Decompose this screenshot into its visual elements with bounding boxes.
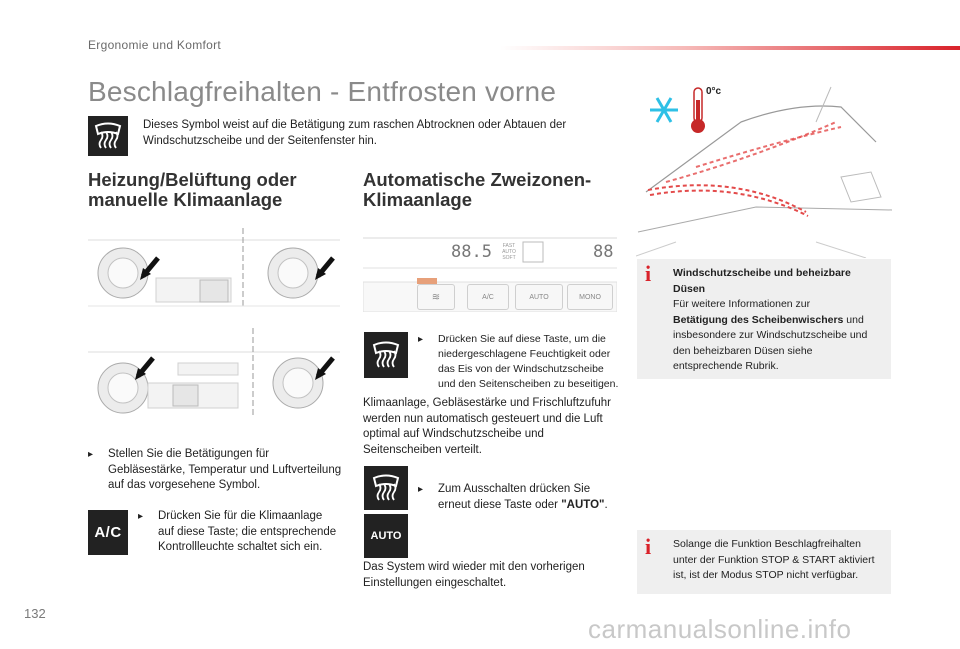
auto-bullet-2-end: . [604, 498, 608, 511]
auto-bullet-2-text: Zum Ausschalten drücken Sie erneut diese Taste oder [438, 483, 591, 511]
info-box-wiper [637, 259, 891, 379]
windshield-defrost-icon [364, 466, 408, 510]
display-mode: FAST AUTO SOFT [502, 243, 516, 261]
windshield-illustration [636, 82, 892, 258]
manual-bullet-2 [138, 509, 338, 556]
ac-button-icon [88, 510, 128, 555]
panel-defrost-button[interactable] [417, 284, 455, 310]
ac-label: A/C [94, 524, 122, 541]
windshield-defrost-icon [88, 116, 128, 156]
auto-bullet-1-text: Drücken Sie auf diese Taste, um die niedergeschlagene Feuchtigkeit oder das Eis von der Windschutzscheibe und den Seitenscheiben zu beseitigen. [438, 333, 619, 390]
defrost-mini-icon: ≋ [431, 291, 441, 303]
bullet-marker-icon: ▸ [138, 511, 144, 522]
windshield-defrost-icon [364, 332, 408, 378]
info-box-1-content [673, 266, 883, 375]
page-number: 132 [24, 606, 46, 621]
bullet-marker-icon: ▸ [88, 449, 94, 460]
page-title: Beschlagfreihalten - Entfrosten vorne [88, 76, 557, 107]
auto-label: AUTO [370, 530, 402, 542]
heading-auto-ac: Automatische Zweizonen-Klimaanlage [363, 169, 592, 210]
bullet-marker-icon: ▸ [418, 334, 424, 345]
auto-bullet-2-bold: "AUTO" [561, 498, 605, 511]
watermark: carmanualsonline.info [588, 614, 852, 644]
auto-control-illustration [363, 232, 617, 312]
auto-body-1: Klimaanlage, Gebläsestärke und Frischluftzufuhr werden nun automatisch gesteuert und die Luft optimal auf Windschutzscheibe und Seitenscheiben verteilt. [363, 397, 612, 456]
panel-mono-button[interactable]: MONO [567, 284, 613, 310]
display-temperature: 88.5 [451, 242, 492, 262]
intro-text: Dieses Symbol weist auf die Betätigung zum raschen Abtrocknen oder Abtauen der Windschutzscheibe und der Seitenfenster hin. [143, 119, 567, 147]
info-icon: i [645, 534, 652, 559]
info-box-1-link[interactable]: Betätigung des Scheibenwischers [673, 313, 844, 326]
thermometer-icon [691, 88, 705, 133]
manual-bullet-2-text: Drücken Sie für die Klimaanlage auf diese Taste; die entsprechende Kontrollleuchte schaltet sich ein. [158, 510, 337, 553]
bullet-marker-icon: ▸ [418, 484, 424, 495]
info-box-1-title: Windschutzscheibe und beheizbare Düsen [673, 267, 851, 295]
auto-body-2: Das System wird wieder mit den vorherigen Einstellungen eingeschaltet. [363, 561, 585, 589]
info-box-1-line-1: Für weitere Informationen zur [673, 298, 811, 310]
manual-control-illustration [88, 228, 340, 418]
info-box-stop-start [637, 530, 891, 594]
auto-button-icon [364, 514, 408, 558]
display-right: 88 [593, 242, 614, 262]
temperature-label: 0°c [706, 86, 722, 97]
manual-bullet-1 [88, 447, 343, 494]
heading-manual-ac: Heizung/Belüftung oder manuelle Klimaanlage [88, 169, 297, 210]
manual-bullet-1-text: Stellen Sie die Betätigungen für Gebläsestärke, Temperatur und Luftverteilung auf das vorgesehene Symbol. [108, 448, 342, 491]
header-accent-bar [500, 46, 960, 50]
info-box-1-line-2: und insbesondere zur Windschutzscheibe und den beheizbaren Düsen siehe entsprechende Rubrik. [673, 313, 868, 372]
info-icon: i [645, 261, 652, 286]
auto-bullet-1 [418, 332, 620, 392]
panel-ac-button[interactable]: A/C [467, 284, 509, 310]
auto-bullet-2 [418, 482, 623, 513]
section-header: Ergonomie und Komfort [88, 38, 222, 52]
panel-auto-button[interactable]: AUTO [515, 284, 563, 310]
info-box-2-text: Solange die Funktion Beschlagfreihalten unter der Funktion STOP & START aktiviert ist, ist der Modus STOP nicht verfügbar. [673, 538, 875, 581]
snowflake-icon [650, 98, 678, 122]
